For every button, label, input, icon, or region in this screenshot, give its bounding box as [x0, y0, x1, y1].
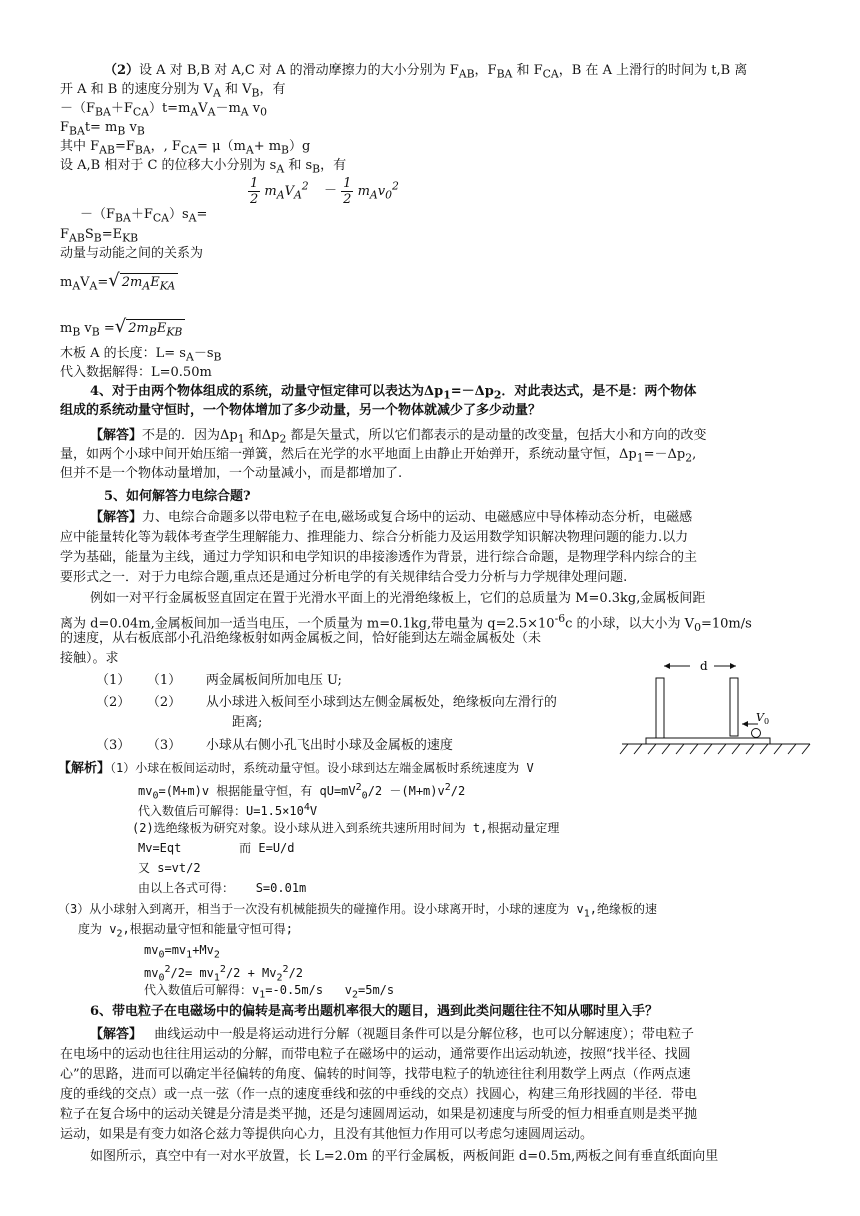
answer-line: 在电场中的运动也往往用运动的分解，而带电粒子在磁场中的运动，通常要作出运动轨迹，按照“找半径、找圆	[60, 1047, 691, 1062]
answer-line: 【解答】不是的．因为$\Delta p_1$ 和$\Delta p_2$ 都是矢量式，所以它们都表示的是动量的改变量，包括大小和方向的改变	[90, 428, 707, 446]
text-line: （2）设 A 对 B,B 对 A,C 对 A 的滑动摩擦力的大小分别为 $F_{AB}$，$F_{BA}$ 和 $F_{CA}$，B 在 A 上滑行的时间为 t,B 离	[104, 63, 748, 81]
solution-line: $mv_0^2/2= mv_1^2/2 + Mv_2^2/2$	[144, 964, 304, 984]
text-line: 代入数据解得：L=0.50m	[60, 365, 212, 380]
example-line: 如图所示，真空中有一对水平放置，长 L=2.0m 的平行金属板，两板间距 d=0.5m,两板之间有垂直纸面向里	[90, 1149, 719, 1164]
equation-line: 其中 $F_{AB}=F_{BA}$，, $F_{CA}= \mu(m_A+ m_B)g$	[60, 139, 311, 157]
equation-line: $-(F_{BA}+F_{CA})t=m_AV_A-m_A$ $v_0$	[60, 101, 267, 119]
equation-fraction: $\frac{1}{2}$ $m_AV_A^2$	[250, 176, 309, 207]
answer-line: 学为基础，能量为主线，通过力学知识和电学知识的串接渗透作为背景，进行综合命题，是物理学科内综合的主	[60, 550, 698, 565]
equation-line: $m_B$ $v_B$ =√ $2m_BE_{KB}$	[60, 318, 185, 342]
solution-line: $mv_0=mv_1+Mv_2$	[144, 943, 220, 961]
example-line: 例如一对平行金属板竖直固定在置于光滑水平面上的光滑绝缘板上，它们的总质量为 M=0.3kg,金属板间距	[90, 591, 706, 606]
question-title: 5、如何解答力电综合题?	[104, 489, 251, 504]
answer-line: 心”的思路，进而可以确定半径偏转的角度、偏转的时间等，找带电粒子的轨迹往往利用数学上两点（作两点速	[60, 1067, 691, 1082]
list-item-cont: 距离;	[232, 715, 263, 730]
solution-line: （3）从小球射入到离开，相当于一次没有机械能损失的碰撞作用。设小球离开时，小球的速度为 $v_1$,绝缘板的速	[58, 902, 657, 920]
answer-line: 应中能量转化等为载体考查学生理解能力、推理能力、综合分析能力及运用数学知识解决物理问题的能力.以力	[60, 530, 689, 545]
equation-line: 木板 A 的长度：$L= s_A-s_B$	[60, 346, 222, 364]
list-item: （1） （1） 两金属板间所加电压 U;	[96, 673, 342, 688]
answer-line: 度的垂线的交点）或一点一弦（作一点的速度垂线和弦的中垂线的交点）找圆心，构建三角形找圆的半径．带电	[60, 1087, 698, 1102]
plates-diagram	[618, 660, 814, 760]
solution-line: 【解析】（1）小球在板间运动时，系统动量守恒。设小球到达左端金属板时系统速度为 V	[58, 761, 534, 776]
equation-line: $-(F_{BA}+F_{CA})s_A=$	[80, 207, 208, 225]
v0-label: V	[756, 711, 764, 724]
answer-line: 【解答】 曲线运动中一般是将运动进行分解（视题目条件可以是分解位移，也可以分解速度）；带电粒子	[90, 1027, 694, 1042]
question-title: 组成的系统动量守恒时，一个物体增加了多少动量，另一个物体就减少了多少动量？	[60, 403, 542, 418]
equation-line: $F_{BA}t= m_B$ $v_B$	[60, 120, 145, 138]
answer-line: 【解答】力、电综合命题多以带电粒子在电,磁场或复合场中的运动、电磁感应中导体棒动态分析，电磁感	[90, 510, 693, 525]
answer-line: 但并不是一个物体动量增加，一个动量减小，而是都增加了.	[60, 466, 403, 481]
text-line: 开 A 和 B 的速度分别为 $V_A$ 和 $V_B$，有	[60, 82, 286, 100]
answer-line: 要形式之一．对于力电综合题,重点还是通过分析电学的有关规律结合受力分析与力学规律处理问题.	[60, 570, 628, 585]
list-item: （2） （2） 从小球进入板间至小球到达左侧金属板处，绝缘板向左滑行的	[96, 695, 557, 710]
question-title: 6、带电粒子在电磁场中的偏转是高考出题机率很大的题目，遇到此类问题往往不知从哪时里入手？	[90, 1004, 659, 1019]
answer-line: 运动，如果是有变力如洛仑兹力等提供向心力，且没有其他恒力作用可以考虑匀速圆周运动。	[60, 1127, 594, 1142]
answer-line: 粒子在复合场中的运动关键是分清是类平抛，还是匀速圆周运动，如果是初速度与所受的恒力相垂直则是类平抛	[60, 1107, 698, 1122]
text-line: 设 A,B 相对于 C 的位移大小分别为 $s_A$ 和 $s_B$，有	[60, 158, 347, 176]
question-title: 4、对于由两个物体组成的系统，动量守恒定律可以表达为$\Delta p_1=-\Delta p_2$．对此表达式，是不是：两个物体	[90, 384, 697, 402]
equation-fraction: － $\frac{1}{2}$ $m_Av_0^2$	[324, 176, 399, 207]
solution-line: 代入数值后可解得：$U=1.5\times 10^4V$	[138, 802, 318, 818]
solution-line: (2)选绝缘板为研究对象。设小球从进入到系统共速所用时间为 t,根据动量定理	[132, 821, 560, 835]
list-item: （3） （3） 小球从右侧小孔飞出时小球及金属板的速度	[96, 738, 453, 753]
answer-line: 量，如两个小球中间开始压缩一弹簧，然后在光学的水平地面上由静止开始弹开，系统动量守恒，$\Delta p_1=-\Delta p_2$,	[60, 447, 697, 465]
equation-line: $F_{AB}S_B=E_{KB}$	[60, 227, 139, 245]
solution-line: 又 s=vt/2	[138, 861, 201, 875]
equation-line: $m_AV_A=√$ $2m_AE_{KA}$	[60, 272, 178, 296]
example-line: 离为 d=0.04m,金属板间加一适当电压，一个质量为 m=0.1kg,带电量为 $q=2.5\times 10^{-6}c$ 的小球，以大小为 $V_0=10m/s$	[60, 612, 752, 634]
solution-line: $mv_0=(M+m)v$ 根据能量守恒，有 $qU=mV^2_0/2 -(M+m)v^2/2$	[138, 782, 466, 802]
solution-line: Mv=Eqt 而 E=U/d	[138, 841, 295, 855]
solution-line: 由以上各式可得： S=0.01m	[138, 881, 307, 895]
d-label: d	[700, 660, 708, 673]
text-line: 动量与动能之间的关系为	[60, 246, 204, 261]
solution-line: 度为 $v_2$,根据动量守恒和能量守恒可得;	[78, 922, 293, 940]
example-line: 的速度，从右板底部小孔沿绝缘板射如两金属板之间，恰好能到达左端金属板处（未	[60, 631, 542, 646]
solution-line: 代入数值后可解得：$v_1=-0.5m/s$ $v_2=5m/s$	[144, 983, 395, 1001]
example-line: 接触）。求	[60, 651, 119, 666]
v0-sub: 0	[764, 717, 770, 726]
